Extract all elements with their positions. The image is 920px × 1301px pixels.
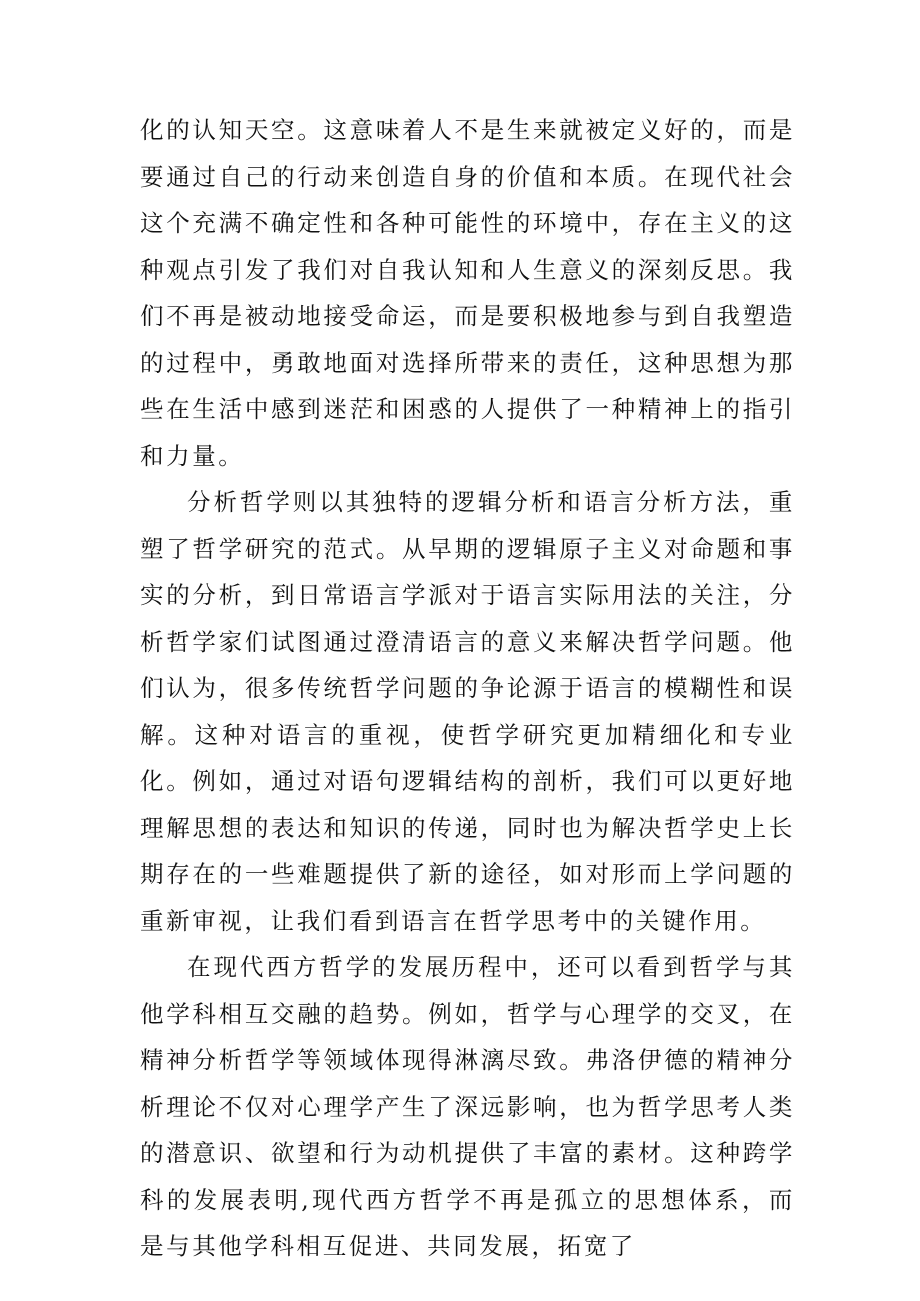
paragraph-interdisciplinary: 在现代西方哲学的发展历程中，还可以看到哲学与其他学科相互交融的趋势。例如，哲学与心理学的交叉，在精神分析哲学等领域体现得淋漓尽致。弗洛伊德的精神分析理论不仅对心理学产生了深远影响，也为哲学思考人类的潜意识、欲望和行为动机提供了丰富的素材。这种跨学科的发展表明,现代西方哲学不再是孤立的思想体系，而是与其他学科相互促进、共同发展，拓宽了 (140, 953, 795, 1260)
paragraph-analytic-philosophy: 分析哲学则以其独特的逻辑分析和语言分析方法，重塑了哲学研究的范式。从早期的逻辑原子主义对命题和事实的分析，到日常语言学派对于语言实际用法的关注，分析哲学家们试图通过澄清语言的意义来解决哲学问题。他们认为，很多传统哲学问题的争论源于语言的模糊性和误解。这种对语言的重视，使哲学研究更加精细化和专业化。例如，通过对语句逻辑结构的剖析，我们可以更好地理解思想的表达和知识的传递，同时也为解决哲学史上长期存在的一些难题提供了新的途径，如对形而上学问题的重新审视，让我们看到语言在哲学思考中的关键作用。 (140, 488, 795, 935)
paragraph-existentialism: 化的认知天空。这意味着人不是生来就被定义好的，而是要通过自己的行动来创造自身的价值和本质。在现代社会这个充满不确定性和各种可能性的环境中，存在主义的这种观点引发了我们对自我认知和人生意义的深刻反思。我们不再是被动地接受命运，而是要积极地参与到自我塑造的过程中，勇敢地面对选择所带来的责任，这种思想为那些在生活中感到迷茫和困惑的人提供了一种精神上的指引和力量。 (140, 116, 795, 470)
document-body (140, 107, 795, 1270)
